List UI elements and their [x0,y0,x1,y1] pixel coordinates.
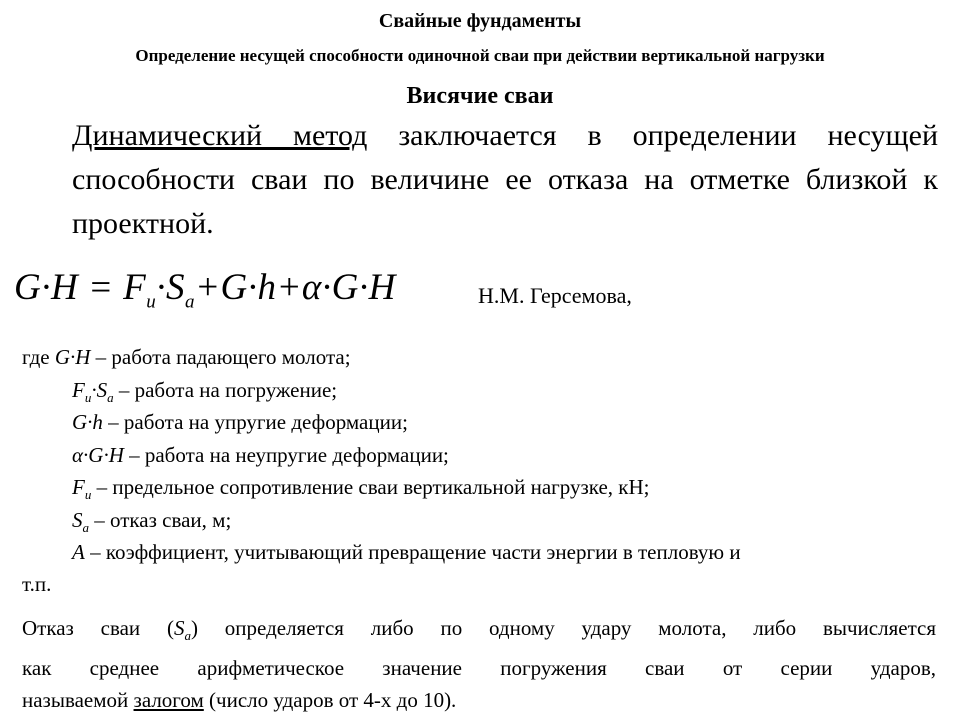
def-gh2 [22,407,938,440]
intro-text: заключается в определении несущей способности сваи по величине ее отказа на отметке близкой к проектной. [72,119,938,240]
def-fs [22,375,938,408]
def-a [22,537,938,569]
para-text-1: Отказ сваи ( [22,616,174,640]
def-fs-f-sub: u [84,389,92,405]
slide-title: Свайные фундаменты [378,10,582,32]
def-sa-desc: – отказ сваи, м; [89,507,232,532]
def-fs-f: F [72,377,85,402]
formula-author: Н.М. Герсемова, [478,283,632,308]
def-sa [22,505,938,538]
section-heading: Висячие сваи [406,83,554,109]
def-fu [22,472,938,505]
intro-paragraph [72,114,938,246]
formula [14,266,396,313]
para-text-3: называемой [22,688,134,713]
formula-lhs-sub: u [146,291,157,313]
def-a-cont: т.п. [22,572,52,596]
def-gh2-symbol: G·h [72,410,103,434]
def-fu-symbol: F [72,475,85,499]
def-a-desc: – коэффициент, учитывающий превращение части энергии в тепловую и [84,540,741,564]
para-text-4: (число ударов от 4-х до 10). [203,688,457,713]
formula-mid-sub: a [185,291,196,313]
para-line-1 [22,612,936,652]
def-agh [22,440,938,473]
def-a-symbol: A [72,540,85,564]
para-line-2: как среднее арифметическое значение погружения сваи от серии ударов, [22,656,936,681]
def-fu-desc: – предельное сопротивление сваи вертикальной нагрузке, кН; [91,475,650,499]
def-gh [22,342,938,375]
definitions-list [22,342,938,601]
def-agh-symbol: α·G·H [72,442,124,467]
para-line-3 [22,684,936,716]
def-sa-symbol: S [72,507,83,532]
zalog-term: залогом [133,688,204,713]
def-agh-desc: – работа на неупругие деформации; [123,442,449,467]
formula-mid: ·S [156,267,186,308]
def-gh2-desc: – работа на упругие деформации; [102,410,408,434]
def-fs-s-sub: a [107,389,114,405]
formula-lhs: G·H = F [14,267,147,308]
slide-subtitle: Определение несущей способности одиночной сваи при действии вертикальной нагрузки [135,46,825,65]
def-sa-sub: a [82,519,89,535]
method-term: Динамический метод [72,119,368,152]
def-fs-desc: – работа на погружение; [113,377,338,402]
closing-paragraph [22,612,936,716]
def-fu-sub: u [84,487,92,503]
where-label: где [22,345,55,369]
def-gh-symbol: G·H [54,345,91,369]
formula-rhs: +G·h+α·G·H [195,267,396,308]
def-gh-desc: – работа падающего молота; [90,345,351,369]
para-s-sub: a [184,628,191,644]
def-fs-s: ·S [91,377,108,402]
para-text-2: ) определяется либо по одному удару молота, либо вычисляется [190,616,936,640]
para-s-symbol: S [173,616,185,640]
